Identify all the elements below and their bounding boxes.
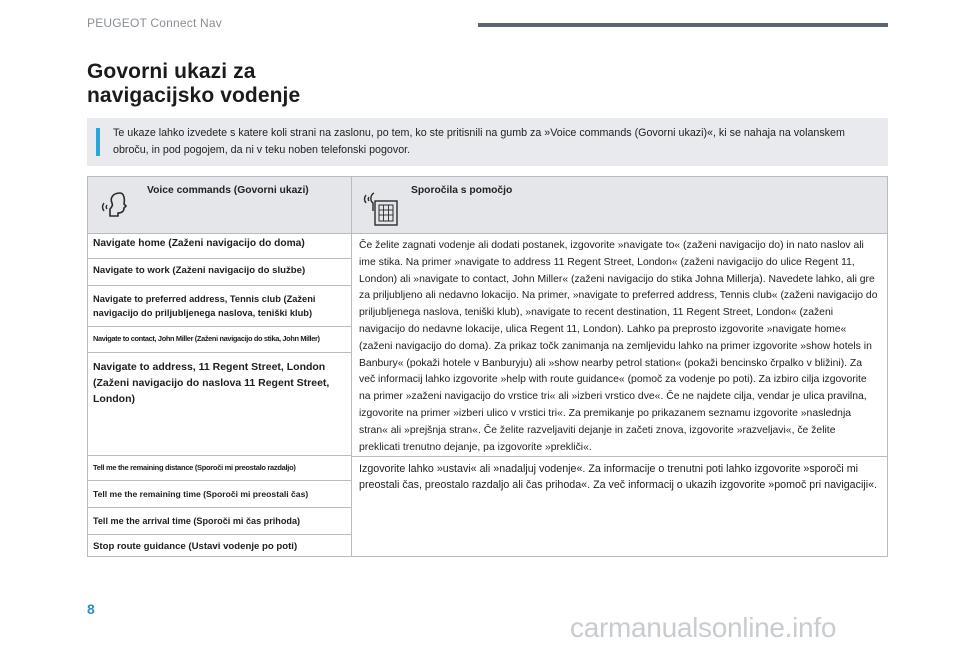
page-title — [87, 60, 300, 108]
table-header-commands-label: Voice commands (Govorni ukazi) — [147, 185, 309, 196]
command-arrival-time: Tell me the arrival time (Sporoči mi čas prihoda) — [88, 508, 351, 535]
voice-help-display-icon — [362, 191, 400, 229]
voice-commands-table — [87, 176, 888, 557]
page-title-line-2: navigacijsko vodenje — [87, 84, 301, 107]
command-navigate-work: Navigate to work (Zaženi navigacijo do službe) — [88, 259, 351, 286]
header-bar — [478, 23, 888, 27]
command-navigate-preferred: Navigate to preferred address, Tennis club (Zaženi navigacijo do priljubljenega naslova, teniški klub) — [88, 286, 351, 327]
info-note-text: Te ukaze lahko izvedete s katere koli strani na zaslonu, po tem, ko ste pritisnili na gumb za »Voice commands (Govorni ukazi)«, ki se nahaja na volanskem obroču, in pod pogojem, da ni v teku noben telefonski pogovor. — [113, 127, 845, 156]
table-header-commands — [88, 177, 352, 234]
command-stop-guidance: Stop route guidance (Ustavi vodenje po poti) — [93, 541, 298, 552]
command-remaining-time: Tell me the remaining time (Sporoči mi preostali čas) — [88, 481, 351, 508]
table-header-help — [352, 177, 887, 234]
voice-command-icon — [98, 191, 134, 221]
table-header-help-label: Sporočila s pomočjo — [411, 185, 513, 196]
page-title-line-1: Govorni ukazi za — [87, 60, 256, 83]
info-note — [87, 118, 888, 166]
command-remaining-distance: Tell me the remaining distance (Sporoči mi preostalo razdaljo) — [88, 456, 351, 481]
help-text-navigation: Če želite zagnati vodenje ali dodati postanek, izgovorite »navigate to« (zaženi navigacijo do) in nato naslov ali ime stika. Na primer »navigate to address 11 Regent Street, London« (zaženi navigacijo do ulice Regent 11, London) ali »navigate to contact, John Miller« (zaženi navigacijo do stika Johna Millerja). Navedete lahko, ali gre za priljubljeno ali nedavno lokacijo. Na primer, »navigate to preferred address, Tennis club« (zaženi navigacijo do priljubljenega naslova, teniški klub), »navigate to recent destination, 11 Regent Street, London« (zaženi navigacijo do nedavne lokacije, ulica Regent 11, London). Lahko pa preprosto izgovorite »navigate home« (zaženi navigacijo do doma). Za prikaz točk zanimanja na zemljevidu lahko na primer izgovorite »show hotels in Banbury« (pokaži hotele v Banburyju) ali »show nearby petrol station« (pokaži bencinsko črpalko v bližini). Za več informacij lahko izgovorite »help with route guidance« (pomoč za vodenje po poti). Za izbiro cilja izgovorite na primer »zaženi navigacijo do vrstice tri« ali »izberi vrstico dve«. Če ne najdete cilja, vendar je ulica pravilna, izgovorite na primer »izberi ulico v vrstici tri«. Za premikanje po prikazanem seznamu izgovorite »naslednja stran« ali »prejšnja stran«. Če želite razveljaviti dejanje in začeti znova, izgovorite »razveljavi«, če želite preklicati trenutno dejanje, pa izgovorite »prekliči«. — [359, 240, 878, 453]
page-number: 8 — [87, 601, 95, 617]
command-navigate-address: Navigate to address, 11 Regent Street, London (Zaženi navigacijo do naslova 11 Regent Street, London) — [88, 353, 351, 456]
command-navigate-home: Navigate home (Zaženi navigacijo do doma) — [88, 234, 351, 259]
info-marker-icon — [96, 128, 100, 156]
command-navigate-contact: Navigate to contact, John Miller (Zaženi navigacijo do stika, John Miller) — [88, 327, 351, 353]
header-brand: PEUGEOT Connect Nav — [87, 16, 222, 30]
help-text-route-info: Izgovorite lahko »ustavi« ali »nadaljuj vodenje«. Za informacije o trenutni poti lahko izgovorite »sporoči mi preostali čas, preostalo razdaljo ali čas prihoda«. Za več informacij o ukazih izgovorite »pomoč pri navigaciji«. — [359, 463, 878, 491]
commands-column — [88, 234, 352, 556]
watermark: carmanualsonline.info — [570, 612, 837, 643]
